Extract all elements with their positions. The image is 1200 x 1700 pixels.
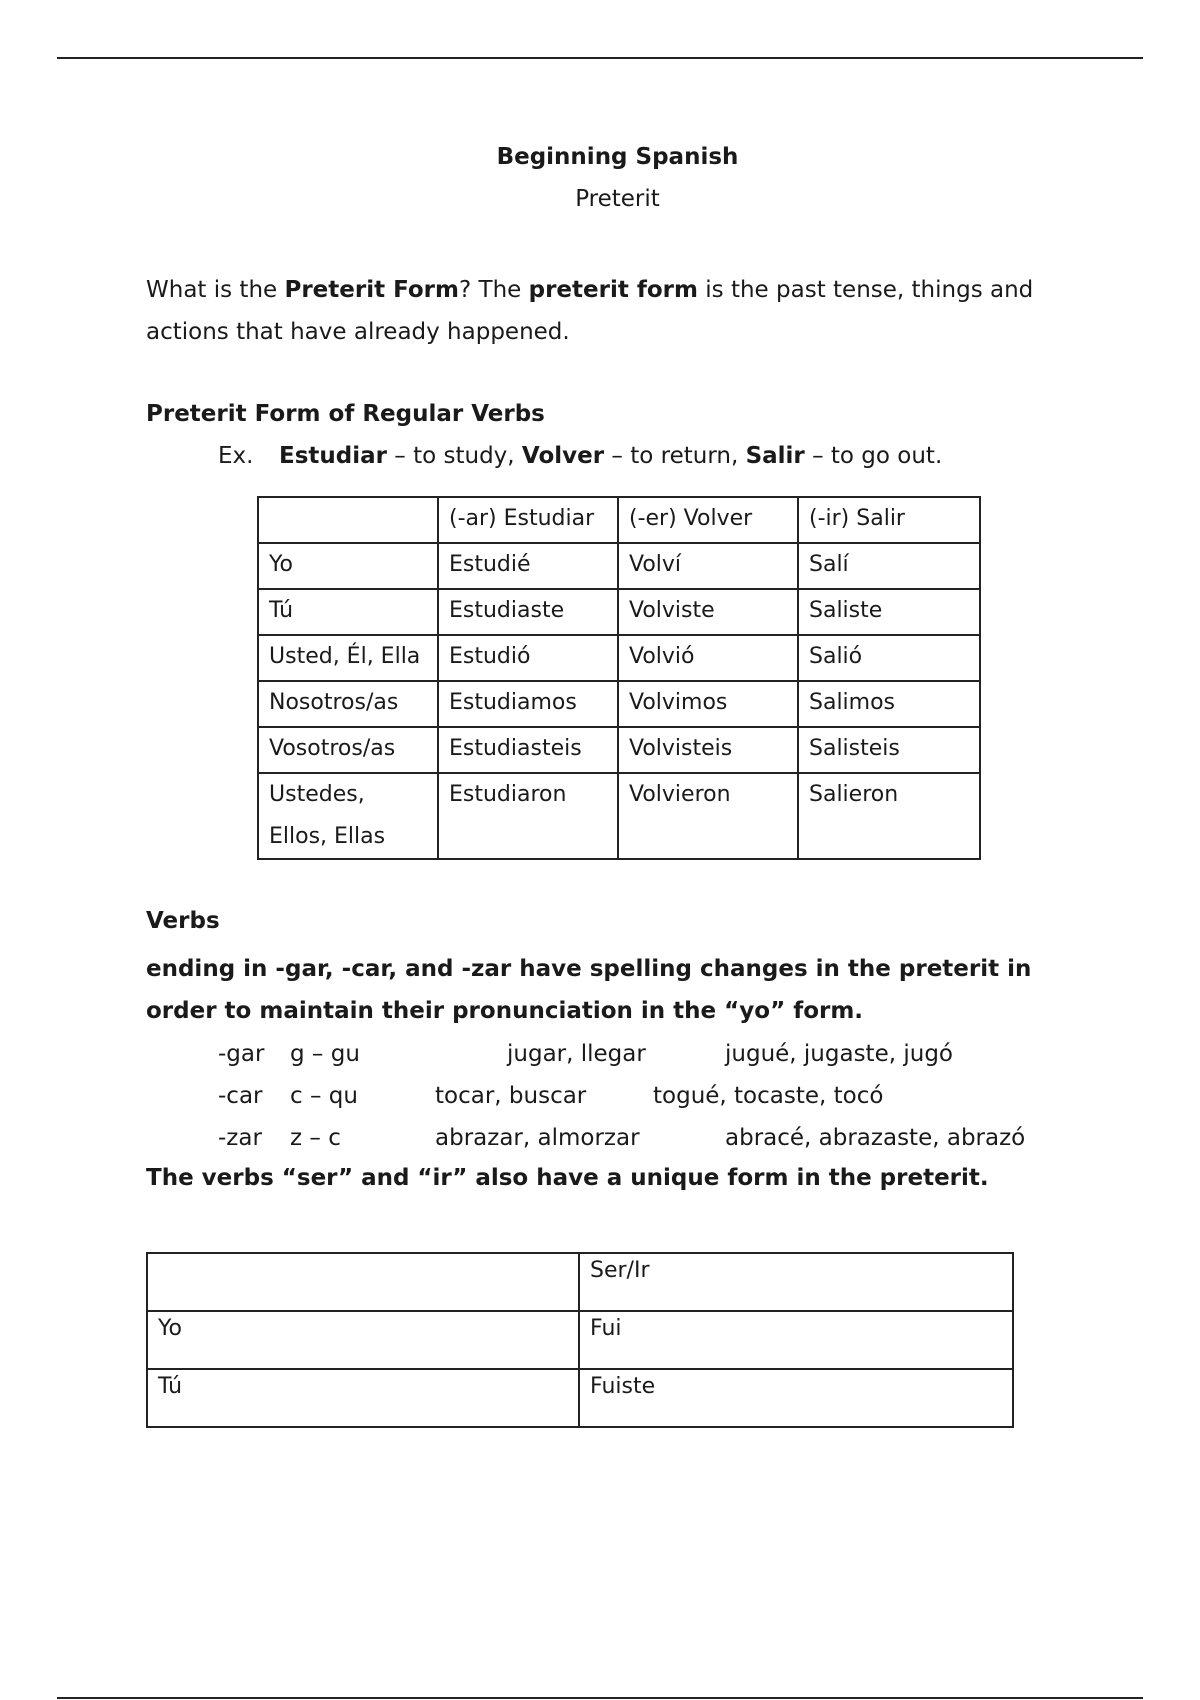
ser-ir-table <box>146 1252 1014 1428</box>
table-cell: Volví <box>618 543 798 589</box>
table-cell: Volvieron <box>618 773 798 859</box>
table-header-cell <box>147 1253 579 1311</box>
intro-paragraph <box>146 269 1106 353</box>
table-row <box>258 773 980 859</box>
table-cell: Fuiste <box>579 1369 1013 1427</box>
table-cell: Yo <box>147 1311 579 1369</box>
top-rule <box>57 57 1143 59</box>
table-cell: Salimos <box>798 681 980 727</box>
table-row <box>147 1311 1013 1369</box>
table-cell: Salió <box>798 635 980 681</box>
table-cell: Fui <box>579 1311 1013 1369</box>
table-cell: Tú <box>258 589 438 635</box>
ending-gar: -gar <box>218 1041 265 1067</box>
verbs-word: Verbs <box>146 908 220 934</box>
examples-gar: jugar, llegar <box>507 1041 646 1067</box>
table-header-row <box>147 1253 1013 1311</box>
example-verb-3: Salir <box>745 443 805 469</box>
bottom-rule <box>57 1697 1143 1699</box>
table-cell: Estudié <box>438 543 618 589</box>
table-cell: Vosotros/as <box>258 727 438 773</box>
change-car: c – qu <box>290 1083 358 1109</box>
forms-zar: abracé, abrazaste, abrazó <box>725 1125 1026 1151</box>
intro-text-3: is the past tense, things and actions that have already happened. <box>146 277 1034 345</box>
forms-gar: jugué, jugaste, jugó <box>725 1041 953 1067</box>
table-header-cell: Ser/Ir <box>579 1253 1013 1311</box>
table-header-cell: (-ar) Estudiar <box>438 497 618 543</box>
table-cell: Estudió <box>438 635 618 681</box>
table-cell: Usted, Él, Ella <box>258 635 438 681</box>
change-zar: z – c <box>290 1125 341 1151</box>
table-header-cell: (-er) Volver <box>618 497 798 543</box>
intro-text-2: ? The <box>459 277 529 303</box>
example-label: Ex. <box>218 443 254 469</box>
example-verb-1: Estudiar <box>279 443 387 469</box>
table-cell: Estudiasteis <box>438 727 618 773</box>
spelling-change-paragraph: ending in -gar, -car, and -zar have spelling changes in the preterit in order to maintain their pronunciation in the “yo” form. <box>146 956 1032 1024</box>
table-header-row <box>258 497 980 543</box>
intro-text-1: What is the <box>146 277 285 303</box>
table-cell: Estudiamos <box>438 681 618 727</box>
ending-car: -car <box>218 1083 263 1109</box>
examples-zar: abrazar, almorzar <box>435 1125 640 1151</box>
table-cell: Salisteis <box>798 727 980 773</box>
page-subtitle: Preterit <box>575 186 660 212</box>
ser-ir-sentence: The verbs “ser” and “ir” also have a unique form in the preterit. <box>146 1165 989 1191</box>
table-row <box>147 1369 1013 1427</box>
table-header-cell <box>258 497 438 543</box>
regular-conjugation-table <box>257 496 981 860</box>
intro-bold-2: preterit form <box>528 277 698 303</box>
table-cell: Salieron <box>798 773 980 859</box>
example-def-2: – to return, <box>604 443 746 469</box>
example-verb-2: Volver <box>521 443 605 469</box>
table-header-cell: (-ir) Salir <box>798 497 980 543</box>
table-cell: Nosotros/as <box>258 681 438 727</box>
table-row <box>258 635 980 681</box>
intro-bold-1: Preterit Form <box>284 277 459 303</box>
page-title: Beginning Spanish <box>496 144 739 170</box>
example-def-3: – to go out. <box>804 443 943 469</box>
regular-verbs-heading: Preterit Form of Regular Verbs <box>146 401 545 427</box>
table-cell: Volvió <box>618 635 798 681</box>
table-cell: Volviste <box>618 589 798 635</box>
examples-car: tocar, buscar <box>435 1083 587 1109</box>
change-gar: g – gu <box>290 1041 360 1067</box>
table-cell: Volvimos <box>618 681 798 727</box>
table-cell: Tú <box>147 1369 579 1427</box>
table-cell: Estudiaron <box>438 773 618 859</box>
table-cell: Estudiaste <box>438 589 618 635</box>
table-row <box>258 543 980 589</box>
table-cell: Volvisteis <box>618 727 798 773</box>
forms-car: togué, tocaste, tocó <box>653 1083 884 1109</box>
table-row <box>258 589 980 635</box>
table-row <box>258 681 980 727</box>
table-cell: Ustedes, Ellos, Ellas <box>258 773 438 859</box>
table-cell: Saliste <box>798 589 980 635</box>
table-row <box>258 727 980 773</box>
ending-zar: -zar <box>218 1125 262 1151</box>
example-def-1: – to study, <box>386 443 522 469</box>
example-line <box>279 443 942 469</box>
table-cell: Yo <box>258 543 438 589</box>
table-cell: Salí <box>798 543 980 589</box>
